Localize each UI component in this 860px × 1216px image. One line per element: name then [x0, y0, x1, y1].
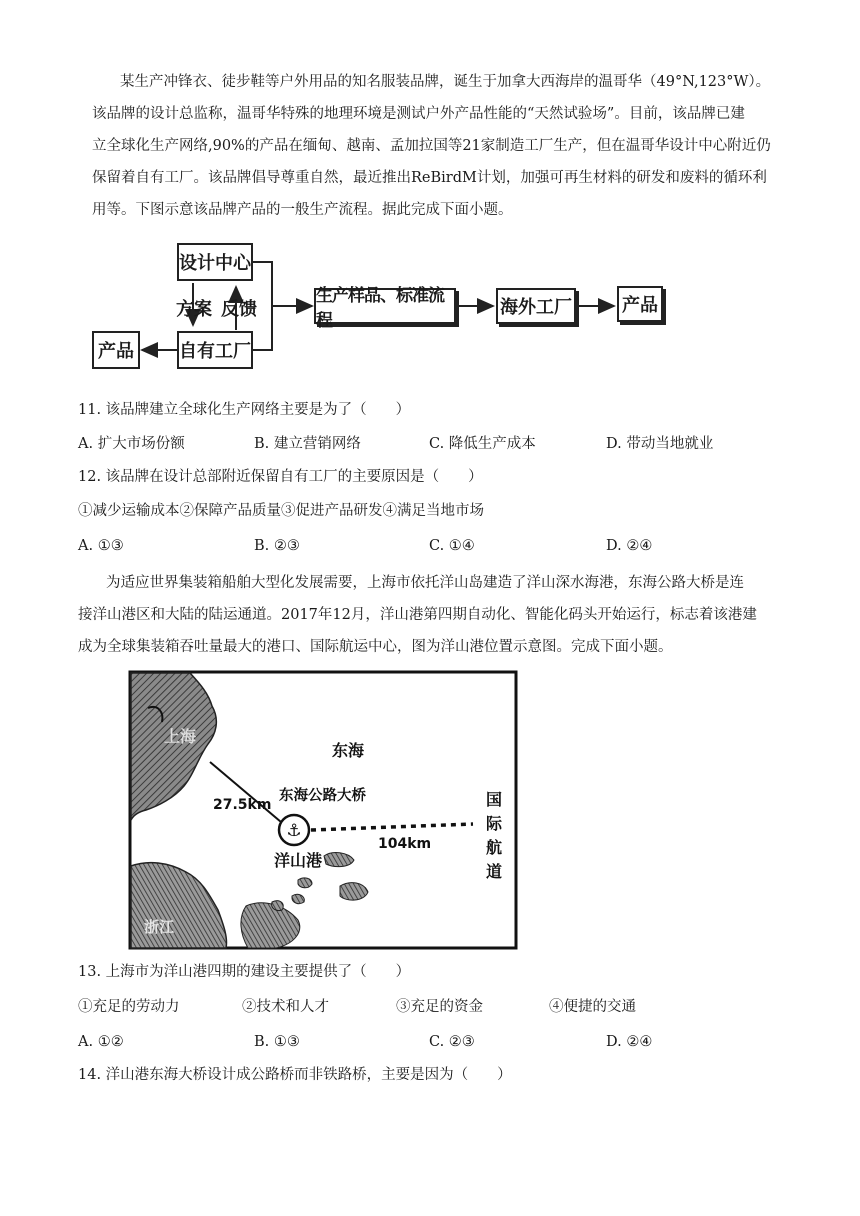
question-13-option-a[interactable]: A. ①② [78, 1034, 124, 1050]
map-label-east-sea: 东海 [332, 741, 365, 760]
map-label-zhejiang: 浙江 [144, 918, 175, 936]
feedback-label: 反馈 [221, 299, 257, 320]
question-13-option-b[interactable]: B. ①③ [254, 1034, 300, 1050]
island-small-1 [298, 878, 312, 888]
question-12-option-b[interactable]: B. ②③ [254, 538, 300, 554]
map-label-bridge: 东海公路大桥 [279, 788, 366, 804]
passage-2-line-1: 为适应世界集装箱船舶大型化发展需要，上海市依托洋山岛建造了洋山深水海港，东海公路大桥是连 [106, 575, 744, 591]
question-12-items: ①减少运输成本②保障产品质量③促进产品研发④满足当地市场 [78, 503, 484, 519]
question-12-option-d[interactable]: D. ②④ [606, 538, 653, 554]
map-label-route-4: 道 [486, 862, 503, 881]
question-14-stem: 14. 洋山港东海大桥设计成公路桥而非铁路桥，主要是因为（ ） [78, 1067, 512, 1083]
passage-1 [92, 66, 787, 226]
map-label-yangshan: 洋山港 [274, 851, 323, 870]
passage-2-line-2: 接洋山港区和大陆的陆运通道。2017年12月，洋山港第四期自动化、智能化码头开始运行，标志着该港建 [78, 607, 757, 623]
question-12-option-a[interactable]: A. ①③ [78, 538, 124, 554]
question-13-item-2: ②技术和人才 [242, 999, 329, 1015]
map-label-104km: 104km [378, 836, 432, 852]
question-11-option-c[interactable]: C. 降低生产成本 [429, 436, 536, 452]
question-13-item-1: ①充足的劳动力 [78, 999, 180, 1015]
anchor-icon: ⚓ [286, 821, 302, 841]
passage-1-line-2: 该品牌的设计总监称，温哥华特殊的地理环境是测试户外产品性能的“天然试验场”。目前，该品牌已建 [92, 106, 745, 122]
question-11-option-a[interactable]: A. 扩大市场份额 [78, 436, 185, 452]
map-label-27km: 27.5km [213, 797, 272, 813]
question-13-option-c[interactable]: C. ②③ [429, 1034, 475, 1050]
yangshan-location-map [128, 670, 518, 950]
question-11-option-d[interactable]: D. 带动当地就业 [606, 436, 714, 452]
overseas-factory-box: 海外工厂 [496, 288, 576, 324]
map-label-route-1: 国 [486, 790, 503, 809]
question-11-stem: 11. 该品牌建立全球化生产网络主要是为了（ ） [78, 402, 411, 418]
product-right-box: 产品 [617, 286, 663, 322]
question-12-stem: 12. 该品牌在设计总部附近保留自有工厂的主要原因是（ ） [78, 469, 483, 485]
island-small-2 [292, 894, 304, 903]
passage-2 [78, 567, 787, 663]
map-label-route-2: 际 [486, 814, 503, 833]
plan-label: 方案 [176, 299, 212, 320]
passage-1-line-5: 用等。下图示意该品牌产品的一般生产流程。据此完成下面小题。 [92, 202, 513, 218]
passage-1-line-3: 立全球化生产网络,90%的产品在缅甸、越南、孟加拉国等21家制造工厂生产，但在温哥华设计中心附近仍 [92, 138, 771, 154]
question-13-option-d[interactable]: D. ②④ [606, 1034, 653, 1050]
passage-1-line-1: 某生产冲锋衣、徒步鞋等户外用品的知名服装品牌，诞生于加拿大西海岸的温哥华（49°N,123°W）。 [120, 74, 771, 90]
passage-2-line-3: 成为全球集装箱吞吐量最大的港口、国际航运中心，图为洋山港位置示意图。完成下面小题。 [78, 639, 673, 655]
question-13-item-4: ④便捷的交通 [549, 999, 636, 1015]
island-south-2 [272, 901, 284, 911]
question-11-option-b[interactable]: B. 建立营销网络 [254, 436, 361, 452]
design-center-box: 设计中心 [177, 243, 253, 281]
own-factory-box: 自有工厂 [177, 331, 253, 369]
question-13-item-3: ③充足的资金 [396, 999, 483, 1015]
question-12-option-c[interactable]: C. ①④ [429, 538, 475, 554]
map-svg [128, 670, 518, 950]
map-label-route-3: 航 [486, 838, 503, 857]
map-label-shanghai: 上海 [164, 727, 197, 746]
samples-standards-box: 生产样品、标准流程 [314, 288, 456, 324]
passage-1-line-4: 保留着自有工厂。该品牌倡导尊重自然，最近推出ReBirdM计划，加强可再生材料的研发和废料的循环利 [92, 170, 767, 186]
question-13-stem: 13. 上海市为洋山港四期的建设主要提供了（ ） [78, 964, 411, 980]
product-left-box: 产品 [92, 331, 140, 369]
